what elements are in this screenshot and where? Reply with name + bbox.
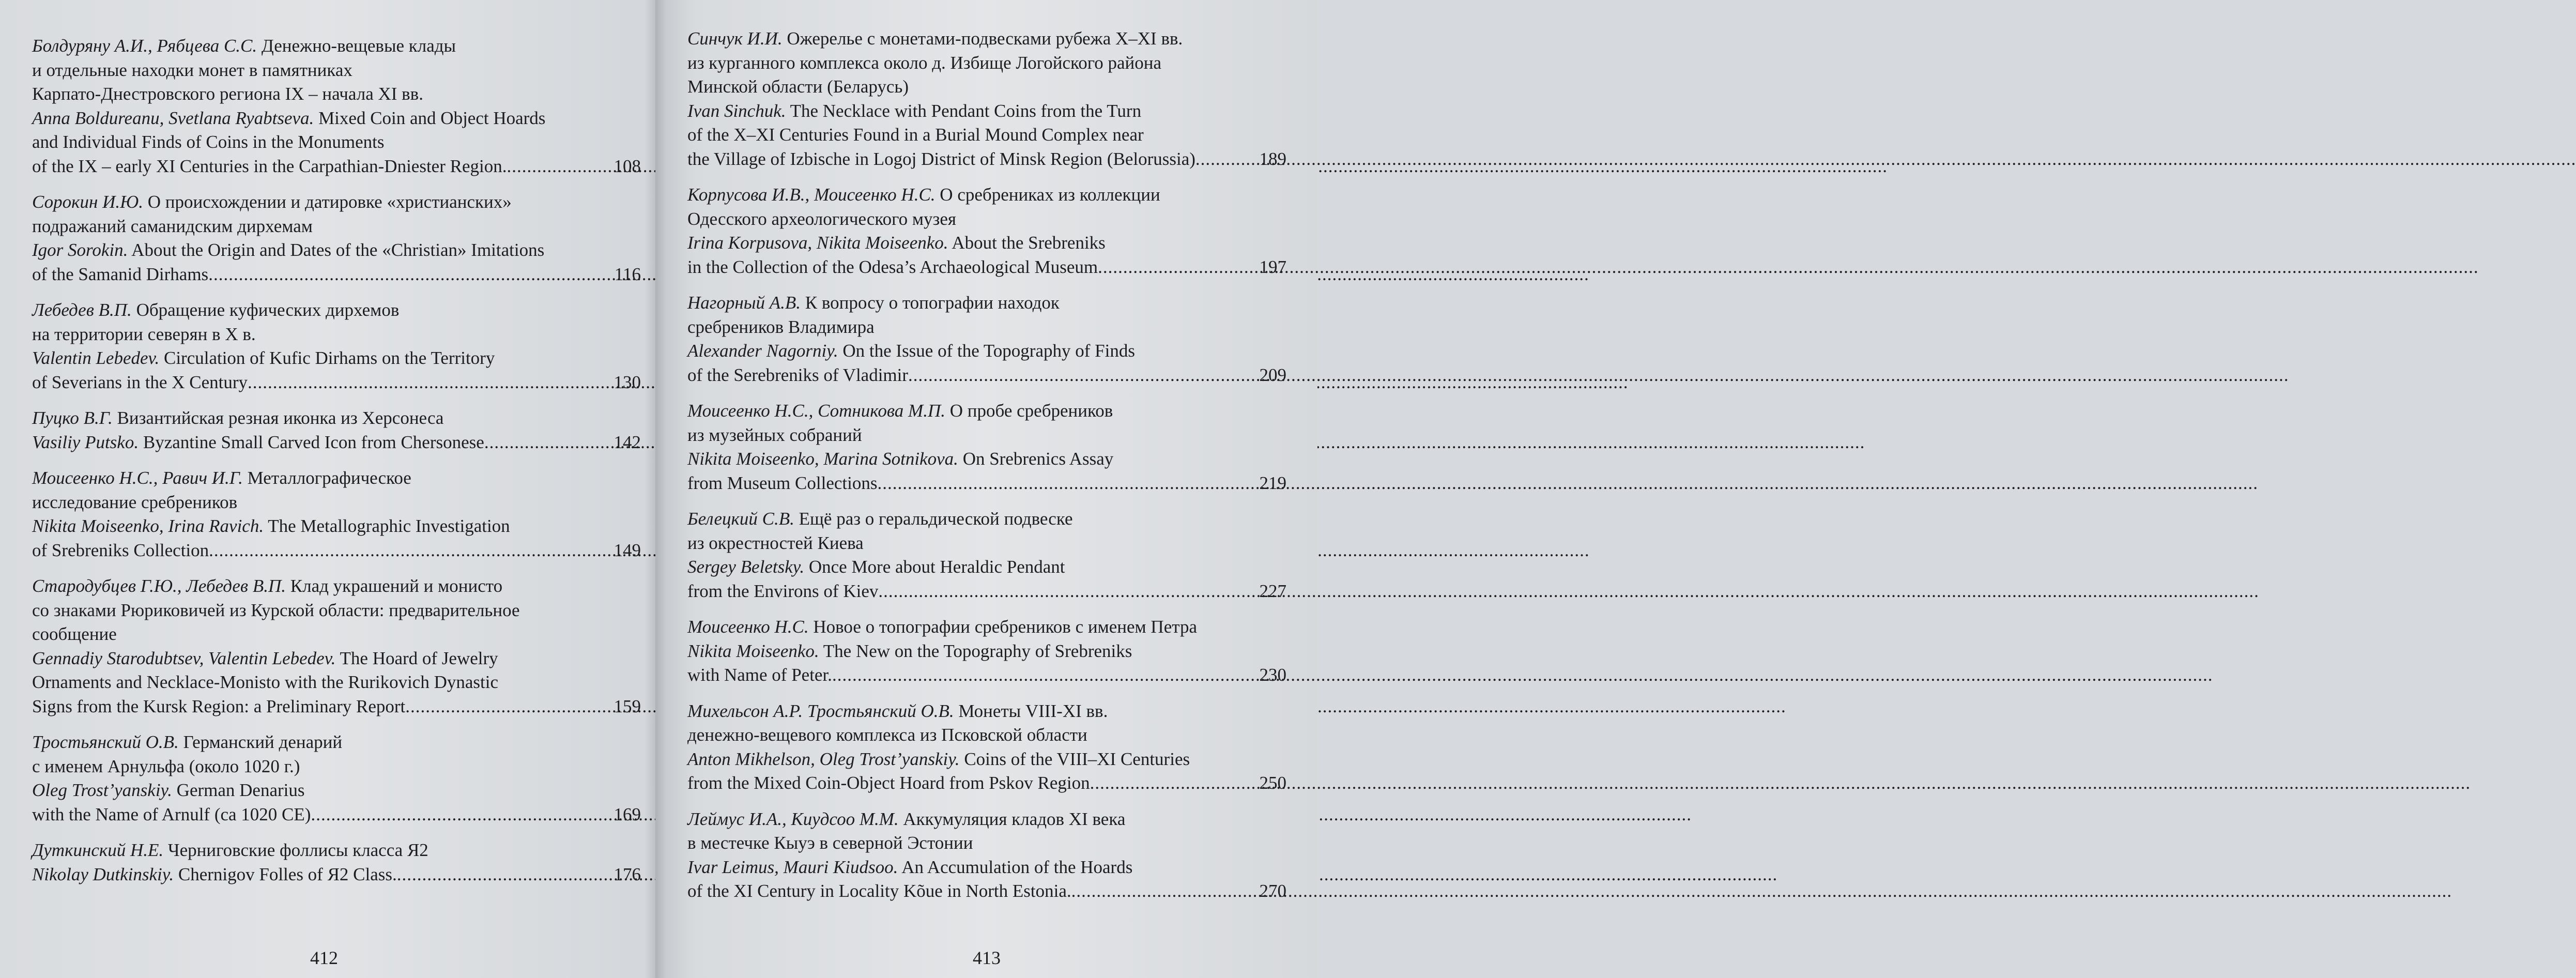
- entry-authors: Gennadiy Starodubtsev, Valentin Lebedev.: [32, 648, 336, 668]
- entry-authors: Тростьянский О.В.: [32, 732, 179, 752]
- dot-leader: [248, 371, 613, 395]
- toc-entry-line: [32, 82, 641, 106]
- toc-entry-last-line: [32, 539, 641, 563]
- entry-title-text: Signs from the Kursk Region: a Preliminary Report: [32, 696, 406, 716]
- entry-title-end: [687, 255, 1098, 280]
- dot-leader: [507, 155, 612, 179]
- toc-entry-last-line: [32, 155, 641, 179]
- toc-entry: [32, 190, 641, 286]
- toc-entry: [32, 466, 641, 562]
- toc-entry-line: [32, 778, 641, 803]
- entry-title-text: On Srebrenics Assay: [958, 449, 1114, 469]
- entry-title-text: со знаками Рюриковичей из Курской области: предварительное: [32, 600, 520, 620]
- entry-page-number: 169: [614, 804, 641, 824]
- toc-entry-last-line: [687, 363, 1286, 388]
- toc-entry-line: [687, 447, 1286, 471]
- entry-title-text: German Denarius: [172, 780, 305, 800]
- toc-entry-line: [32, 298, 641, 323]
- toc-list-left: [32, 34, 641, 887]
- toc-entry-line: [32, 755, 641, 779]
- right-page: [655, 0, 1317, 978]
- toc-entry-line: [687, 291, 1286, 315]
- toc-entry-line: [687, 855, 1286, 880]
- entry-authors: Ivar Leimus, Mauri Kiudsoo.: [687, 857, 898, 877]
- toc-entry: [32, 34, 641, 178]
- entry-title-text: Chernigov Folles of Я2 Class.: [174, 864, 397, 884]
- toc-entry: [32, 406, 641, 454]
- entry-title-end: [687, 771, 1090, 796]
- entry-authors: Nikolay Dutkinskiy.: [32, 864, 174, 884]
- entry-title-end: [32, 863, 397, 887]
- toc-entry-line: [687, 423, 1286, 448]
- entry-title-text: в местечке Кыуэ в северной Эстонии: [687, 833, 973, 853]
- toc-entry-last-line: [32, 371, 641, 395]
- entry-title-text: with the Name of Arnulf (ca 1020 CE): [32, 804, 311, 824]
- entry-page-number: 116: [614, 264, 641, 284]
- entry-title-text: About the Origin and Dates of the «Christian» Imitations: [128, 240, 545, 260]
- entry-title-text: Германский денарий: [178, 732, 343, 752]
- toc-entry-line: [32, 58, 641, 83]
- entry-authors: Михельсон А.Р. Тростьянский О.В.: [687, 700, 954, 721]
- toc-entry-last-line: [687, 471, 1286, 496]
- toc-entry-line: [32, 323, 641, 347]
- entry-title-end: [32, 263, 208, 287]
- entry-title-text: An Accumulation of the Hoards: [898, 857, 1133, 877]
- entry-page-number: 159: [614, 696, 641, 716]
- toc-entry-line: [32, 215, 641, 239]
- entry-title-end: [32, 803, 311, 827]
- toc-entry-last-line: [32, 431, 641, 455]
- entry-title-text: на территории северян в X в.: [32, 324, 256, 344]
- toc-entry-last-line: [687, 663, 1286, 687]
- entry-title-text: Металлографическое: [242, 468, 411, 488]
- toc-entry-line: [32, 622, 641, 647]
- toc-entry-line: [32, 34, 641, 58]
- entry-title-text: Новое о топографии сребреников с именем Петра: [808, 617, 1198, 637]
- entry-title-text: Ещё раз о геральдической подвеске: [794, 509, 1073, 529]
- entry-title-text: of the Samanid Dirhams: [32, 264, 209, 284]
- entry-authors: Стародубцев Г.Ю., Лебедев В.П.: [32, 576, 286, 596]
- entry-title-text: from the Environs of Kiev: [687, 580, 879, 601]
- entry-title-text: of Srebreniks Collection: [32, 540, 209, 560]
- dot-leader: [1071, 879, 1259, 904]
- entry-title-text: in the Collection of the Odesa’s Archaeological Museum: [687, 256, 1098, 277]
- entry-page-number: 250: [1259, 773, 1286, 793]
- entry-authors: Пуцко В.Г.: [32, 408, 113, 428]
- dot-leader: [832, 663, 1259, 687]
- toc-entry-line: [687, 207, 1286, 232]
- dot-leader: [908, 363, 1258, 388]
- toc-entry: [687, 399, 1286, 495]
- page-number-left: 412: [310, 948, 338, 968]
- entry-authors: Ivan Sinchuk.: [687, 100, 786, 121]
- entry-page-number: 130: [614, 372, 641, 392]
- entry-title-end: [687, 147, 1195, 172]
- entry-title-text: Byzantine Small Carved Icon from Chersonese: [139, 432, 484, 452]
- entry-authors: Vasiliy Putsko.: [32, 432, 139, 452]
- entry-title-text: The New on the Topography of Srebreniks: [819, 640, 1132, 661]
- entry-title-text: сообщение: [32, 624, 117, 644]
- dot-leader: [209, 539, 612, 563]
- toc-entry-line: [32, 406, 641, 431]
- toc-entry-line: [32, 238, 641, 263]
- entry-authors: Anton Mikhelson, Oleg Trost’yanskiy.: [687, 748, 960, 769]
- dot-leader: [878, 579, 1258, 604]
- toc-entry-line: [687, 27, 1286, 51]
- entry-title-text: О сребрениках из коллекции: [935, 185, 1160, 205]
- entry-page-number: 142: [614, 432, 641, 452]
- entry-title-text: О происхождении и датировке «христианских»: [143, 192, 512, 212]
- entry-title-end: [32, 371, 248, 395]
- dot-leader: [1090, 771, 1259, 796]
- entry-title-end: [32, 695, 405, 719]
- entry-authors: Igor Sorokin.: [32, 240, 128, 260]
- entry-title-text: from Museum Collections: [687, 472, 878, 493]
- entry-authors: Alexander Nagorniy.: [687, 341, 838, 361]
- entry-page-number: 230: [1259, 665, 1286, 685]
- toc-entry-line: [32, 574, 641, 599]
- toc-entry-line: [687, 507, 1286, 531]
- entry-title-text: из курганного комплекса около д. Избище Логойского района: [687, 52, 1161, 73]
- dot-leader: [484, 431, 613, 455]
- entry-title-text: Аккумуляция кладов XI века: [898, 808, 1126, 829]
- entry-title-text: и отдельные находки монет в памятниках: [32, 59, 352, 80]
- entry-page-number: 189: [1259, 148, 1286, 169]
- entry-title-text: the Village of Izbische in Logoj District of Minsk Region (Belorussia): [687, 148, 1195, 169]
- entry-title-text: с именем Арнульфа (около 1020 г.): [32, 756, 300, 776]
- entry-page-number: 219: [1259, 472, 1286, 493]
- entry-title-text: Mixed Coin and Object Hoards: [314, 108, 546, 128]
- entry-authors: Nikita Moiseenko.: [687, 640, 819, 661]
- toc-entry-line: [687, 315, 1286, 340]
- toc-entry-last-line: [687, 579, 1286, 604]
- entry-title-text: Карпато-Днестровского региона IX – начала XI вв.: [32, 84, 423, 104]
- entry-title-text: Черниговские фоллисы класса Я2: [163, 840, 428, 860]
- page-number-right: 413: [973, 948, 1001, 968]
- entry-title-text: Одесского археологического музея: [687, 208, 956, 229]
- toc-entry-last-line: [687, 771, 1286, 796]
- toc-entry: [687, 291, 1286, 387]
- entry-title-end: [687, 363, 908, 388]
- entry-title-text: Coins of the VIII–XI Centuries: [959, 748, 1190, 769]
- entry-title-text: из окрестностей Киева: [687, 532, 864, 553]
- toc-entry: [32, 298, 641, 394]
- entry-page-number: 176: [614, 864, 641, 884]
- entry-title-text: Ожерелье с монетами-подвесками рубежа X–XI вв.: [782, 28, 1183, 49]
- toc-entry-line: [687, 555, 1286, 579]
- toc-entry-line: [687, 231, 1286, 255]
- dot-leader: [405, 695, 612, 719]
- entry-title-end: [687, 579, 878, 604]
- entry-title-text: The Hoard of Jewelry: [335, 648, 498, 668]
- toc-entry-line: [687, 531, 1286, 556]
- toc-entry-line: [687, 123, 1286, 147]
- entry-authors: Леймус И.А., Киудсоо М.М.: [687, 808, 899, 829]
- entry-authors: Сорокин И.Ю.: [32, 192, 143, 212]
- toc-entry-line: [687, 399, 1286, 423]
- toc-entry-last-line: [32, 863, 641, 887]
- entry-title-text: К вопросу о топографии находок: [801, 293, 1060, 313]
- toc-list-right: [687, 27, 1286, 904]
- toc-entry: [32, 838, 641, 887]
- entry-title-text: Денежно-вещевые клады: [257, 36, 456, 56]
- toc-entry-line: [32, 466, 641, 491]
- toc-entry: [687, 27, 1286, 171]
- entry-authors: Моисеенко Н.С., Равич И.Г.: [32, 468, 243, 488]
- toc-entry-line: [32, 670, 641, 695]
- toc-entry-last-line: [687, 879, 1286, 904]
- toc-entry-line: [687, 75, 1286, 99]
- entry-authors: Синчук И.И.: [687, 28, 783, 49]
- toc-entry-line: [32, 491, 641, 515]
- entry-authors: Моисеенко Н.С.: [687, 617, 809, 637]
- entry-title-text: Обращение куфических дирхемов: [131, 300, 400, 320]
- entry-title-text: from the Mixed Coin-Object Hoard from Pskov Region: [687, 773, 1090, 793]
- entry-page-number: 149: [614, 540, 641, 560]
- entry-authors: Nikita Moiseenko, Irina Ravich.: [32, 516, 264, 536]
- entry-authors: Irina Korpusova, Nikita Moiseenko.: [687, 233, 948, 253]
- entry-title-text: The Metallographic Investigation: [264, 516, 510, 536]
- toc-entry-last-line: [32, 803, 641, 827]
- entry-authors: Белецкий С.В.: [687, 509, 794, 529]
- entry-title-text: with Name of Peter.: [687, 665, 832, 685]
- entry-title-text: из музейных собраний: [687, 424, 862, 445]
- entry-title-text: денежно-вещевого комплекса из Псковской области: [687, 725, 1087, 745]
- toc-entry-line: [687, 99, 1286, 124]
- toc-entry: [687, 699, 1286, 796]
- toc-entry-last-line: [32, 695, 641, 719]
- left-page: [0, 0, 655, 978]
- entry-page-number: 197: [1259, 256, 1286, 277]
- entry-title-end: [32, 155, 507, 179]
- toc-entry-line: [687, 831, 1286, 855]
- toc-entry-line: [687, 699, 1286, 724]
- toc-entry-last-line: [687, 147, 1286, 172]
- entry-title-end: [687, 663, 832, 687]
- dot-leader: [1098, 255, 1258, 280]
- toc-entry-line: [32, 514, 641, 539]
- entry-title-text: сребреников Владимира: [687, 316, 875, 337]
- entry-authors: Oleg Trost’yanskiy.: [32, 780, 172, 800]
- entry-authors: Лебедев В.П.: [32, 300, 132, 320]
- entry-authors: Valentin Lebedev.: [32, 348, 160, 368]
- toc-entry: [687, 615, 1286, 687]
- toc-entry-line: [32, 106, 641, 131]
- toc-entry-line: [32, 130, 641, 155]
- dot-leader: [397, 863, 613, 887]
- entry-title-text: of the X–XI Centuries Found in a Burial Mound Complex near: [687, 125, 1144, 145]
- toc-entry-line: [32, 730, 641, 755]
- entry-title-text: Once More about Heraldic Pendant: [804, 557, 1065, 577]
- toc-entry-line: [687, 723, 1286, 747]
- dot-leader: [1195, 147, 1259, 172]
- entry-title-text: Монеты VIII-XI вв.: [954, 700, 1108, 721]
- entry-title-text: The Necklace with Pendant Coins from the Turn: [786, 100, 1142, 121]
- toc-entry-line: [687, 639, 1286, 664]
- entry-title-text: Ornaments and Necklace-Monisto with the Rurikovich Dynastic: [32, 672, 499, 692]
- toc-entry-last-line: [32, 263, 641, 287]
- entry-title-end: [687, 879, 1071, 904]
- dot-leader: [208, 263, 614, 287]
- toc-entry-line: [687, 339, 1286, 363]
- entry-authors: Anna Boldureanu, Svetlana Ryabtseva.: [32, 108, 314, 128]
- entry-authors: Моисеенко Н.С., Сотникова М.П.: [687, 401, 945, 421]
- toc-entry-line: [687, 807, 1286, 832]
- entry-title-end: [32, 431, 484, 455]
- entry-authors: Nikita Moiseenko, Marina Sotnikova.: [687, 449, 958, 469]
- entry-title-text: and Individual Finds of Coins in the Monuments: [32, 132, 385, 152]
- toc-entry-line: [32, 346, 641, 371]
- entry-title-text: On the Issue of the Topography of Finds: [838, 341, 1135, 361]
- toc-entry-line: [32, 190, 641, 215]
- toc-entry-last-line: [687, 255, 1286, 280]
- toc-entry-line: [687, 747, 1286, 772]
- entry-title-text: О пробе сребреников: [945, 401, 1113, 421]
- entry-authors: Sergey Beletsky.: [687, 557, 805, 577]
- toc-entry: [32, 574, 641, 719]
- entry-title-text: Клад украшений и монисто: [286, 576, 503, 596]
- toc-entry: [32, 730, 641, 827]
- entry-title-text: исследование сребреников: [32, 492, 238, 512]
- toc-entry-line: [32, 599, 641, 623]
- entry-title-text: Минской области (Беларусь): [687, 77, 909, 97]
- entry-title-text: Circulation of Kufic Dirhams on the Territory: [159, 348, 495, 368]
- entry-page-number: 108: [614, 156, 641, 176]
- toc-entry-line: [32, 647, 641, 671]
- toc-entry: [687, 507, 1286, 603]
- toc-entry-line: [687, 51, 1286, 75]
- entry-title-text: of the Serebreniks of Vladimir: [687, 364, 909, 385]
- entry-title-end: [687, 471, 877, 496]
- entry-page-number: 227: [1259, 580, 1286, 601]
- book-gutter: [645, 0, 666, 978]
- entry-title-text: of the XI Century in Locality Kõue in North Estonia.: [687, 881, 1071, 901]
- entry-title-text: of Severians in the X Century: [32, 372, 248, 392]
- entry-title-end: [32, 539, 209, 563]
- entry-authors: Болдуряну А.И., Рябцева С.С.: [32, 36, 257, 56]
- entry-page-number: 209: [1259, 364, 1286, 385]
- entry-title-text: Византийская резная иконка из Херсонеса: [112, 408, 444, 428]
- toc-entry-line: [687, 183, 1286, 207]
- entry-authors: Корпусова И.В., Моисеенко Н.С.: [687, 185, 936, 205]
- toc-entry-line: [32, 838, 641, 863]
- toc-entry: [687, 183, 1286, 279]
- entry-title-text: About the Srebreniks: [948, 233, 1106, 253]
- toc-entry-line: [687, 615, 1286, 639]
- dot-leader: [311, 803, 612, 827]
- entry-authors: Дуткинский Н.Е.: [32, 840, 164, 860]
- entry-authors: Нагорный А.В.: [687, 293, 801, 313]
- entry-page-number: 270: [1259, 881, 1286, 901]
- entry-title-text: of the IX – early XI Centuries in the Carpathian-Dniester Region.: [32, 156, 507, 176]
- toc-entry: [687, 807, 1286, 904]
- entry-title-text: подражаний саманидским дирхемам: [32, 216, 313, 236]
- dot-leader: [877, 471, 1258, 496]
